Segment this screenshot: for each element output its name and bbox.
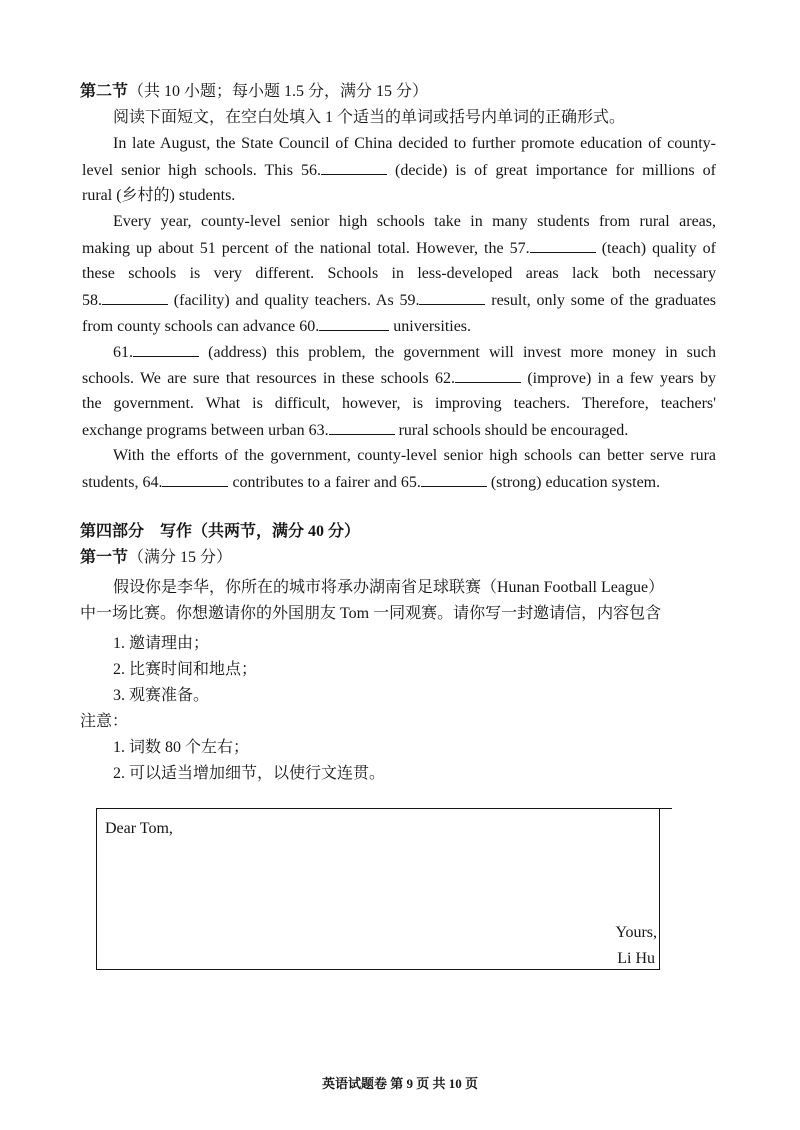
section-title: 第二节 <box>80 83 129 100</box>
passage-line: With the efforts of the government, county-level senior high schools can better serve rura <box>113 447 716 464</box>
passage-line: making up about 51 percent of the national total. However, the 57. (teach) quality of <box>82 240 717 257</box>
passage-line: 61. (address) this problem, the government will invest more money in such <box>113 344 716 361</box>
passage-line: from county schools can advance 60. universities. <box>82 318 472 335</box>
writing-box[interactable] <box>96 809 660 970</box>
task-item: 2. 比赛时间和地点； <box>113 661 258 678</box>
passage-line: rural (乡村的) students. <box>82 187 236 204</box>
answer-blank-62[interactable] <box>455 368 521 383</box>
subsection-title: 第一节 <box>80 549 129 566</box>
passage-line: the government. What is difficult, however, is improving teachers. Therefore, teachers' <box>82 395 716 412</box>
passage-line: Every year, county-level senior high schools take in many students from rural areas, <box>113 213 716 230</box>
part-heading: 第四部分 写作（共两节，满分 40 分） <box>80 523 361 540</box>
passage-line: level senior high schools. This 56. (decide) is of great importance for millions of <box>82 162 716 179</box>
answer-blank-59[interactable] <box>419 290 485 305</box>
passage-line: these schools is very different. Schools in less-developed areas lack both necessary <box>82 265 716 282</box>
subsection-score-note: （满分 15 分） <box>128 549 233 566</box>
letter-greeting: Dear Tom, <box>105 820 173 837</box>
section-score-note: （共 10 小题；每小题 1.5 分，满分 15 分） <box>128 83 429 100</box>
passage-line: schools. We are sure that resources in these schools 62. (improve) in a few years by <box>82 370 717 387</box>
answer-blank-61[interactable] <box>133 342 199 357</box>
letter-closing: Yours, <box>615 924 657 941</box>
answer-blank-56[interactable] <box>321 160 387 175</box>
letter-signature: Li Hu <box>617 950 655 967</box>
task-item: 1. 邀请理由； <box>113 635 210 652</box>
answer-blank-60[interactable] <box>319 316 389 331</box>
passage-line: students, 64. contributes to a fairer and 65. (strong) education system. <box>82 474 661 491</box>
note-item: 2. 可以适当增加细节，以使行文连贯。 <box>113 765 386 782</box>
passage-line: exchange programs between urban 63. rural schools should be encouraged. <box>82 422 629 439</box>
section-instruction: 阅读下面短文，在空白处填入 1 个适当的单词或括号内单词的正确形式。 <box>113 109 626 126</box>
answer-blank-57[interactable] <box>530 238 596 253</box>
passage-line: In late August, the State Council of China decided to further promote education of county- <box>113 135 716 152</box>
note-item: 1. 词数 80 个左右； <box>113 739 250 756</box>
passage-line: 58. (facility) and quality teachers. As 59. result, only some of the graduates <box>82 292 717 309</box>
page-footer: 英语试题卷 第 9 页 共 10 页 <box>321 1076 478 1091</box>
answer-blank-65[interactable] <box>421 472 487 487</box>
task-description-line: 假设你是李华，你所在的城市将承办湖南省足球联赛（Hunan Football League） <box>113 579 665 596</box>
subsection-heading <box>80 548 232 568</box>
answer-blank-64[interactable] <box>162 472 228 487</box>
answer-blank-58[interactable] <box>102 290 168 305</box>
note-label: 注意： <box>80 713 129 730</box>
section-heading <box>80 82 428 102</box>
task-description-line: 中一场比赛。你想邀请你的外国朋友 Tom 一同观赛。请你写一封邀请信，内容包含 <box>80 605 662 622</box>
answer-blank-63[interactable] <box>329 420 395 435</box>
task-item: 3. 观赛准备。 <box>113 687 210 704</box>
